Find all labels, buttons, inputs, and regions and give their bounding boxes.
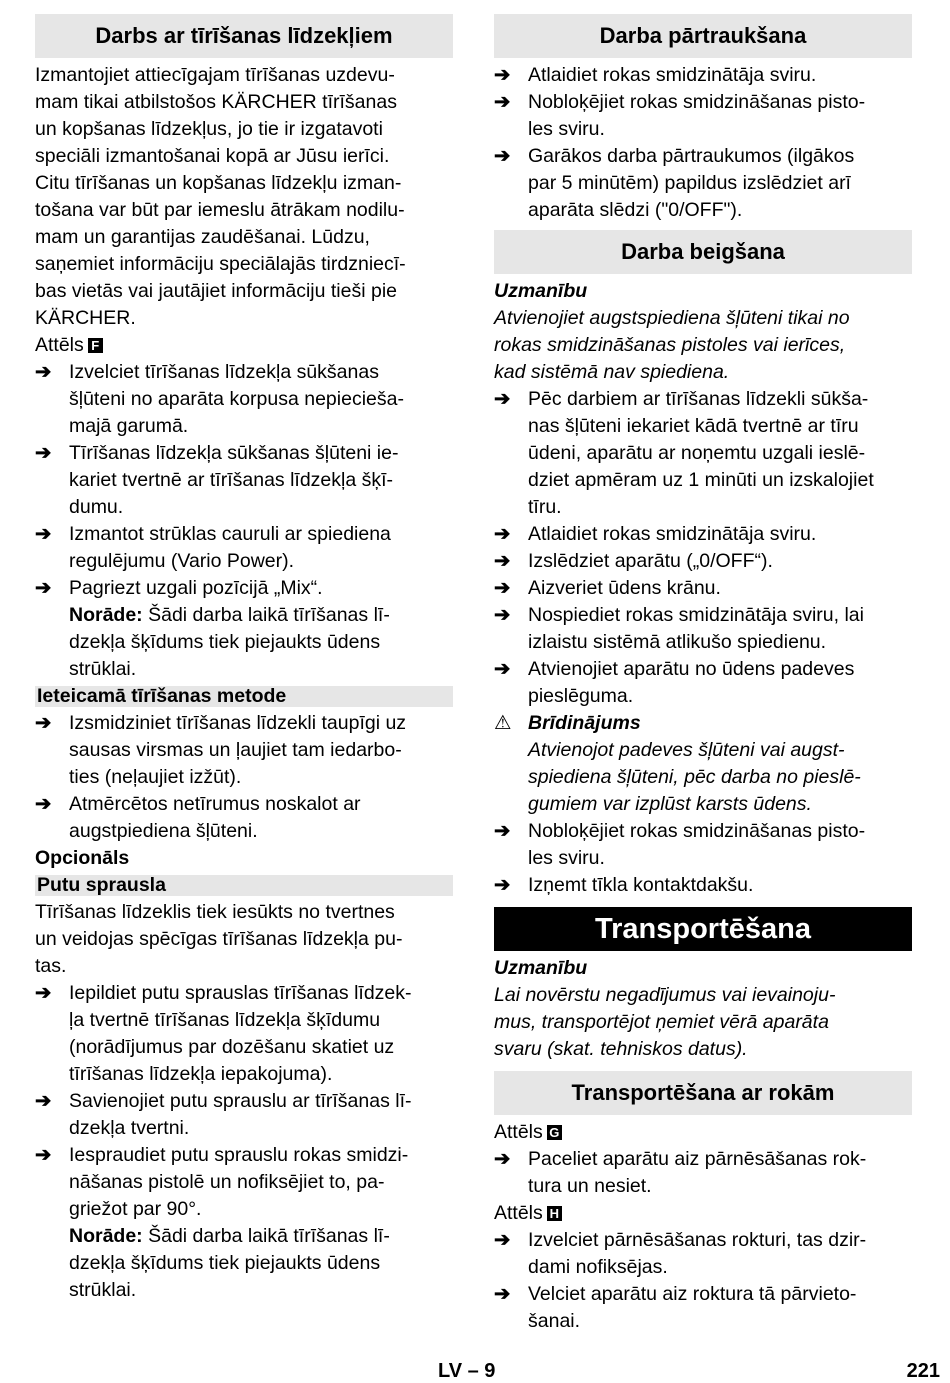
- left-column: [35, 14, 453, 1304]
- text-line: Lai novērstu negadījumus vai ievainoju-: [494, 984, 836, 1006]
- list-item: [494, 575, 912, 602]
- text-line: tīru.: [528, 496, 562, 518]
- text-line: svaru (skat. tehniskos datus).: [494, 1038, 748, 1060]
- list-item-text: [528, 1227, 912, 1281]
- figure-label: Attēls: [35, 334, 84, 356]
- figure-ref-g: [494, 1119, 912, 1146]
- text-line: Nobloķējiet rokas smidzināšanas pisto-: [528, 91, 866, 113]
- arrow-right-icon: ➔: [494, 64, 511, 86]
- list-item: [35, 710, 453, 791]
- list-item-text: [528, 872, 912, 899]
- caution-label: Uzmanību: [494, 280, 588, 302]
- arrow-right-icon: ➔: [35, 361, 52, 383]
- optional-label: Opcionāls: [35, 847, 130, 869]
- list-item-text: [528, 143, 912, 224]
- text-line: Atlaidiet rokas smidzinātāja sviru.: [528, 523, 817, 545]
- arrow-right-icon: ➔: [494, 523, 511, 545]
- text-line: dzekļa tvertni.: [69, 1117, 190, 1139]
- list-item-text: [69, 791, 453, 845]
- bullet-list-3: [35, 980, 453, 1223]
- list-item-text: [528, 1146, 912, 1200]
- text-line: Izsmidziniet tīrīšanas līdzekli taupīgi uz: [69, 712, 407, 734]
- text-line: KÄRCHER.: [35, 307, 136, 329]
- text-line: Izslēdziet aparātu („0/OFF“).: [528, 550, 773, 572]
- text-line: Savienojiet putu sprauslu ar tīrīšanas lī-: [69, 1090, 412, 1112]
- list-item: [35, 1142, 453, 1223]
- subheading-foam-nozzle: Putu sprausla: [35, 875, 453, 896]
- list-item: [35, 359, 453, 440]
- text-line: izlaistu sistēmā atlikušo spiedienu.: [528, 631, 827, 653]
- list-item: [35, 791, 453, 845]
- text-line: Nospiediet rokas smidzinātāja sviru, lai: [528, 604, 864, 626]
- text-line: par 5 minūtēm) papildus izslēdziet arī: [528, 172, 851, 194]
- section-heading-interruption: Darba pārtraukšana: [494, 14, 912, 58]
- figure-letter-h: H: [547, 1206, 562, 1221]
- footer-language-page: LV – 9: [438, 1360, 496, 1382]
- text-line: rokas smidzināšanas pistoles vai ierīces,: [494, 334, 846, 356]
- arrow-right-icon: ➔: [494, 820, 511, 842]
- list-item: [494, 1146, 912, 1200]
- text-line: dzekļa šķīdums tiek piejaukts ūdens: [69, 631, 381, 653]
- list-item-text: [528, 89, 912, 143]
- caution-text-2: [494, 982, 912, 1063]
- warning-text: [528, 737, 912, 818]
- text-line: augstpiediena šļūteni.: [69, 820, 258, 842]
- arrow-right-icon: ➔: [494, 1283, 511, 1305]
- bullet-list-pull: [494, 1227, 912, 1335]
- text-line: tas.: [35, 955, 67, 977]
- text-line: Pagriezt uzgali pozīcijā „Mix“.: [69, 577, 323, 599]
- text-line: Izņemt tīkla kontaktdakšu.: [528, 874, 754, 896]
- text-line: Atvienojiet aparātu no ūdens padeves: [528, 658, 855, 680]
- text-line: Pēc darbiem ar tīrīšanas līdzekli sūkša-: [528, 388, 869, 410]
- note-label: Norāde:: [69, 1225, 143, 1247]
- list-item-text: [528, 575, 912, 602]
- text-line: tura un nesiet.: [528, 1175, 652, 1197]
- text-line: Izmantot strūklas cauruli ar spiediena: [69, 523, 391, 545]
- arrow-right-icon: ➔: [35, 1090, 52, 1112]
- text-line: dziet apmēram uz 1 minūti un izskalojiet: [528, 469, 874, 491]
- text-line: strūklai.: [69, 1279, 137, 1301]
- text-line: Šādi darba laikā tīrīšanas lī-: [142, 604, 390, 626]
- list-item: [494, 548, 912, 575]
- warning-block: [494, 710, 912, 818]
- section-heading-end-work: Darba beigšana: [494, 230, 912, 274]
- text-line: Izmantojiet attiecīgajam tīrīšanas uzdevu-: [35, 64, 395, 86]
- list-item-text: [528, 548, 912, 575]
- text-line: Aizveriet ūdens krānu.: [528, 577, 721, 599]
- right-column: [494, 14, 912, 1335]
- text-line: les sviru.: [528, 847, 605, 869]
- text-line: Garākos darba pārtraukumos (ilgākos: [528, 145, 855, 167]
- figure-ref-f: [35, 332, 453, 359]
- text-line: pieslēguma.: [528, 685, 634, 707]
- list-item: [494, 143, 912, 224]
- list-item-text: [528, 602, 912, 656]
- text-line: Iepildiet putu sprauslas tīrīšanas līdzek-: [69, 982, 412, 1004]
- subheading-recommended-method: Ieteicamā tīrīšanas metode: [35, 686, 453, 707]
- list-item: [494, 89, 912, 143]
- list-item: [494, 62, 912, 89]
- text-line: kariet tvertnē ar tīrīšanas līdzekļa šķī-: [69, 469, 394, 491]
- warning-icon: ⚠: [494, 712, 512, 734]
- text-line: Atmērcētos netīrumus noskalot ar: [69, 793, 361, 815]
- list-item-text: [69, 521, 453, 575]
- arrow-right-icon: ➔: [35, 982, 52, 1004]
- text-line: majā garumā.: [69, 415, 189, 437]
- list-item: [494, 872, 912, 899]
- list-item: [494, 521, 912, 548]
- figure-label: Attēls: [494, 1121, 543, 1143]
- list-item-text: [69, 359, 453, 440]
- text-line: ūdeni, aparātu ar noņemtu uzgali ieslē-: [528, 442, 866, 464]
- text-line: Šādi darba laikā tīrīšanas lī-: [142, 1225, 390, 1247]
- text-line: Atvienojiet augstspiediena šļūteni tikai no: [494, 307, 850, 329]
- list-item: [35, 1088, 453, 1142]
- arrow-right-icon: ➔: [494, 550, 511, 572]
- text-line: nas šļūteni iekariet kādā tvertnē ar tīru: [528, 415, 859, 437]
- caution-text: [494, 305, 912, 386]
- bullet-list-2: [35, 710, 453, 845]
- arrow-right-icon: ➔: [494, 577, 511, 599]
- text-line: kad sistēmā nav spiediena.: [494, 361, 730, 383]
- caution-label-2: Uzmanību: [494, 957, 588, 979]
- text-line: speciāli izmantošanai kopā ar Jūsu ierīci.: [35, 145, 390, 167]
- arrow-right-icon: ➔: [35, 1144, 52, 1166]
- bullet-list-interruption: [494, 62, 912, 224]
- footer-page-number: 221: [906, 1360, 940, 1382]
- list-item-text: [69, 575, 453, 602]
- bullet-list-end-work-2: [494, 818, 912, 899]
- text-line: Citu tīrīšanas un kopšanas līdzekļu izman-: [35, 172, 402, 194]
- arrow-right-icon: ➔: [35, 442, 52, 464]
- text-line: regulējumu (Vario Power).: [69, 550, 295, 572]
- text-line: Izvelciet pārnēsāšanas rokturi, tas dzir-: [528, 1229, 867, 1251]
- arrow-right-icon: ➔: [494, 1229, 511, 1251]
- arrow-right-icon: ➔: [494, 658, 511, 680]
- arrow-right-icon: ➔: [494, 388, 511, 410]
- bullet-list-1: [35, 359, 453, 602]
- text-line: (norādījumus par dozēšanu skatiet uz: [69, 1036, 395, 1058]
- list-item-text: [528, 62, 912, 89]
- list-item-text: [69, 710, 453, 791]
- figure-label: Attēls: [494, 1202, 543, 1224]
- text-line: Velciet aparātu aiz roktura tā pārvieto-: [528, 1283, 857, 1305]
- note-label: Norāde:: [69, 604, 143, 626]
- text-line: ļa tvertnē tīrīšanas līdzekļa šķīdumu: [69, 1009, 381, 1031]
- text-line: un veidojas spēcīgas tīrīšanas līdzekļa pu-: [35, 928, 403, 950]
- text-line: strūklai.: [69, 658, 137, 680]
- text-line: Tīrīšanas līdzeklis tiek iesūkts no tvertnes: [35, 901, 395, 923]
- arrow-right-icon: ➔: [35, 577, 52, 599]
- list-item: [494, 1281, 912, 1335]
- text-line: aparāta slēdzi ("0/OFF").: [528, 199, 743, 221]
- text-line: mus, transportējot ņemiet vērā aparāta: [494, 1011, 829, 1033]
- arrow-right-icon: ➔: [35, 523, 52, 545]
- figure-ref-h: [494, 1200, 912, 1227]
- text-line: tošana var būt par iemeslu ātrākam nodilu-: [35, 199, 405, 221]
- list-item-text: [528, 818, 912, 872]
- text-line: tīrīšanas līdzekļa iepakojuma).: [69, 1063, 333, 1085]
- text-line: dumu.: [69, 496, 124, 518]
- list-item-text: [69, 1088, 453, 1142]
- text-line: nāšanas pistolē un nofiksējiet to, pa-: [69, 1171, 385, 1193]
- list-item-text: [69, 1142, 453, 1223]
- text-line: Paceliet aparātu aiz pārnēsāšanas rok-: [528, 1148, 867, 1170]
- list-item-text: [528, 1281, 912, 1335]
- text-line: saņemiet informāciju speciālajās tirdzniecī-: [35, 253, 406, 275]
- note-1: [35, 602, 453, 683]
- text-line: Atvienojot padeves šļūteni vai augst-: [528, 739, 845, 761]
- text-line: šanai.: [528, 1310, 581, 1332]
- text-line: spiediena šļūteni, pēc darba no pieslē-: [528, 766, 861, 788]
- list-item-text: [528, 656, 912, 710]
- list-item: [35, 440, 453, 521]
- arrow-right-icon: ➔: [494, 874, 511, 896]
- arrow-right-icon: ➔: [494, 604, 511, 626]
- arrow-right-icon: ➔: [35, 793, 52, 815]
- text-line: dzekļa šķīdums tiek piejaukts ūdens: [69, 1252, 381, 1274]
- text-line: dami nofiksējas.: [528, 1256, 668, 1278]
- list-item: [494, 602, 912, 656]
- arrow-right-icon: ➔: [494, 145, 511, 167]
- text-line: Nobloķējiet rokas smidzināšanas pisto-: [528, 820, 866, 842]
- intro-paragraph: [35, 62, 453, 332]
- figure-letter-f: F: [88, 338, 103, 353]
- text-line: sausas virsmas un ļaujiet tam iedarbo-: [69, 739, 402, 761]
- text-line: mam un garantijas zaudēšanai. Lūdzu,: [35, 226, 370, 248]
- list-item: [494, 386, 912, 521]
- list-item: [494, 1227, 912, 1281]
- chapter-heading-transport: Transportēšana: [494, 907, 912, 951]
- bullet-list-end-work: [494, 386, 912, 710]
- list-item: [35, 575, 453, 602]
- text-line: Atlaidiet rokas smidzinātāja sviru.: [528, 64, 817, 86]
- text-line: griežot par 90°.: [69, 1198, 202, 1220]
- list-item: [35, 980, 453, 1088]
- text-line: gumiem var izplūst karsts ūdens.: [528, 793, 812, 815]
- text-line: Tīrīšanas līdzekļa sūkšanas šļūteni ie-: [69, 442, 399, 464]
- text-line: Iespraudiet putu sprauslu rokas smidzi-: [69, 1144, 409, 1166]
- foam-paragraph: [35, 899, 453, 980]
- text-line: un kopšanas līdzekļus, jo tie ir izgatavoti: [35, 118, 383, 140]
- arrow-right-icon: ➔: [494, 1148, 511, 1170]
- text-line: mam tikai atbilstošos KÄRCHER tīrīšanas: [35, 91, 397, 113]
- text-line: les sviru.: [528, 118, 605, 140]
- list-item-text: [528, 521, 912, 548]
- arrow-right-icon: ➔: [35, 712, 52, 734]
- list-item: [494, 656, 912, 710]
- text-line: šļūteni no aparāta korpusa nepiecieša-: [69, 388, 404, 410]
- text-line: Izvelciet tīrīšanas līdzekļa sūkšanas: [69, 361, 379, 383]
- list-item: [494, 818, 912, 872]
- text-line: bas vietās vai jautājiet informāciju tieši pie: [35, 280, 398, 302]
- bullet-list-carry: [494, 1146, 912, 1200]
- arrow-right-icon: ➔: [494, 91, 511, 113]
- warning-label: Brīdinājums: [528, 712, 641, 734]
- list-item: [35, 521, 453, 575]
- section-heading-manual-transport: Transportēšana ar rokām: [494, 1071, 912, 1115]
- list-item-text: [69, 980, 453, 1088]
- list-item-text: [69, 440, 453, 521]
- text-line: ties (neļaujiet izžūt).: [69, 766, 242, 788]
- figure-letter-g: G: [547, 1125, 562, 1140]
- list-item-text: [528, 386, 912, 521]
- section-heading-cleaning-agents: Darbs ar tīrīšanas līdzekļiem: [35, 14, 453, 58]
- note-2: [35, 1223, 453, 1304]
